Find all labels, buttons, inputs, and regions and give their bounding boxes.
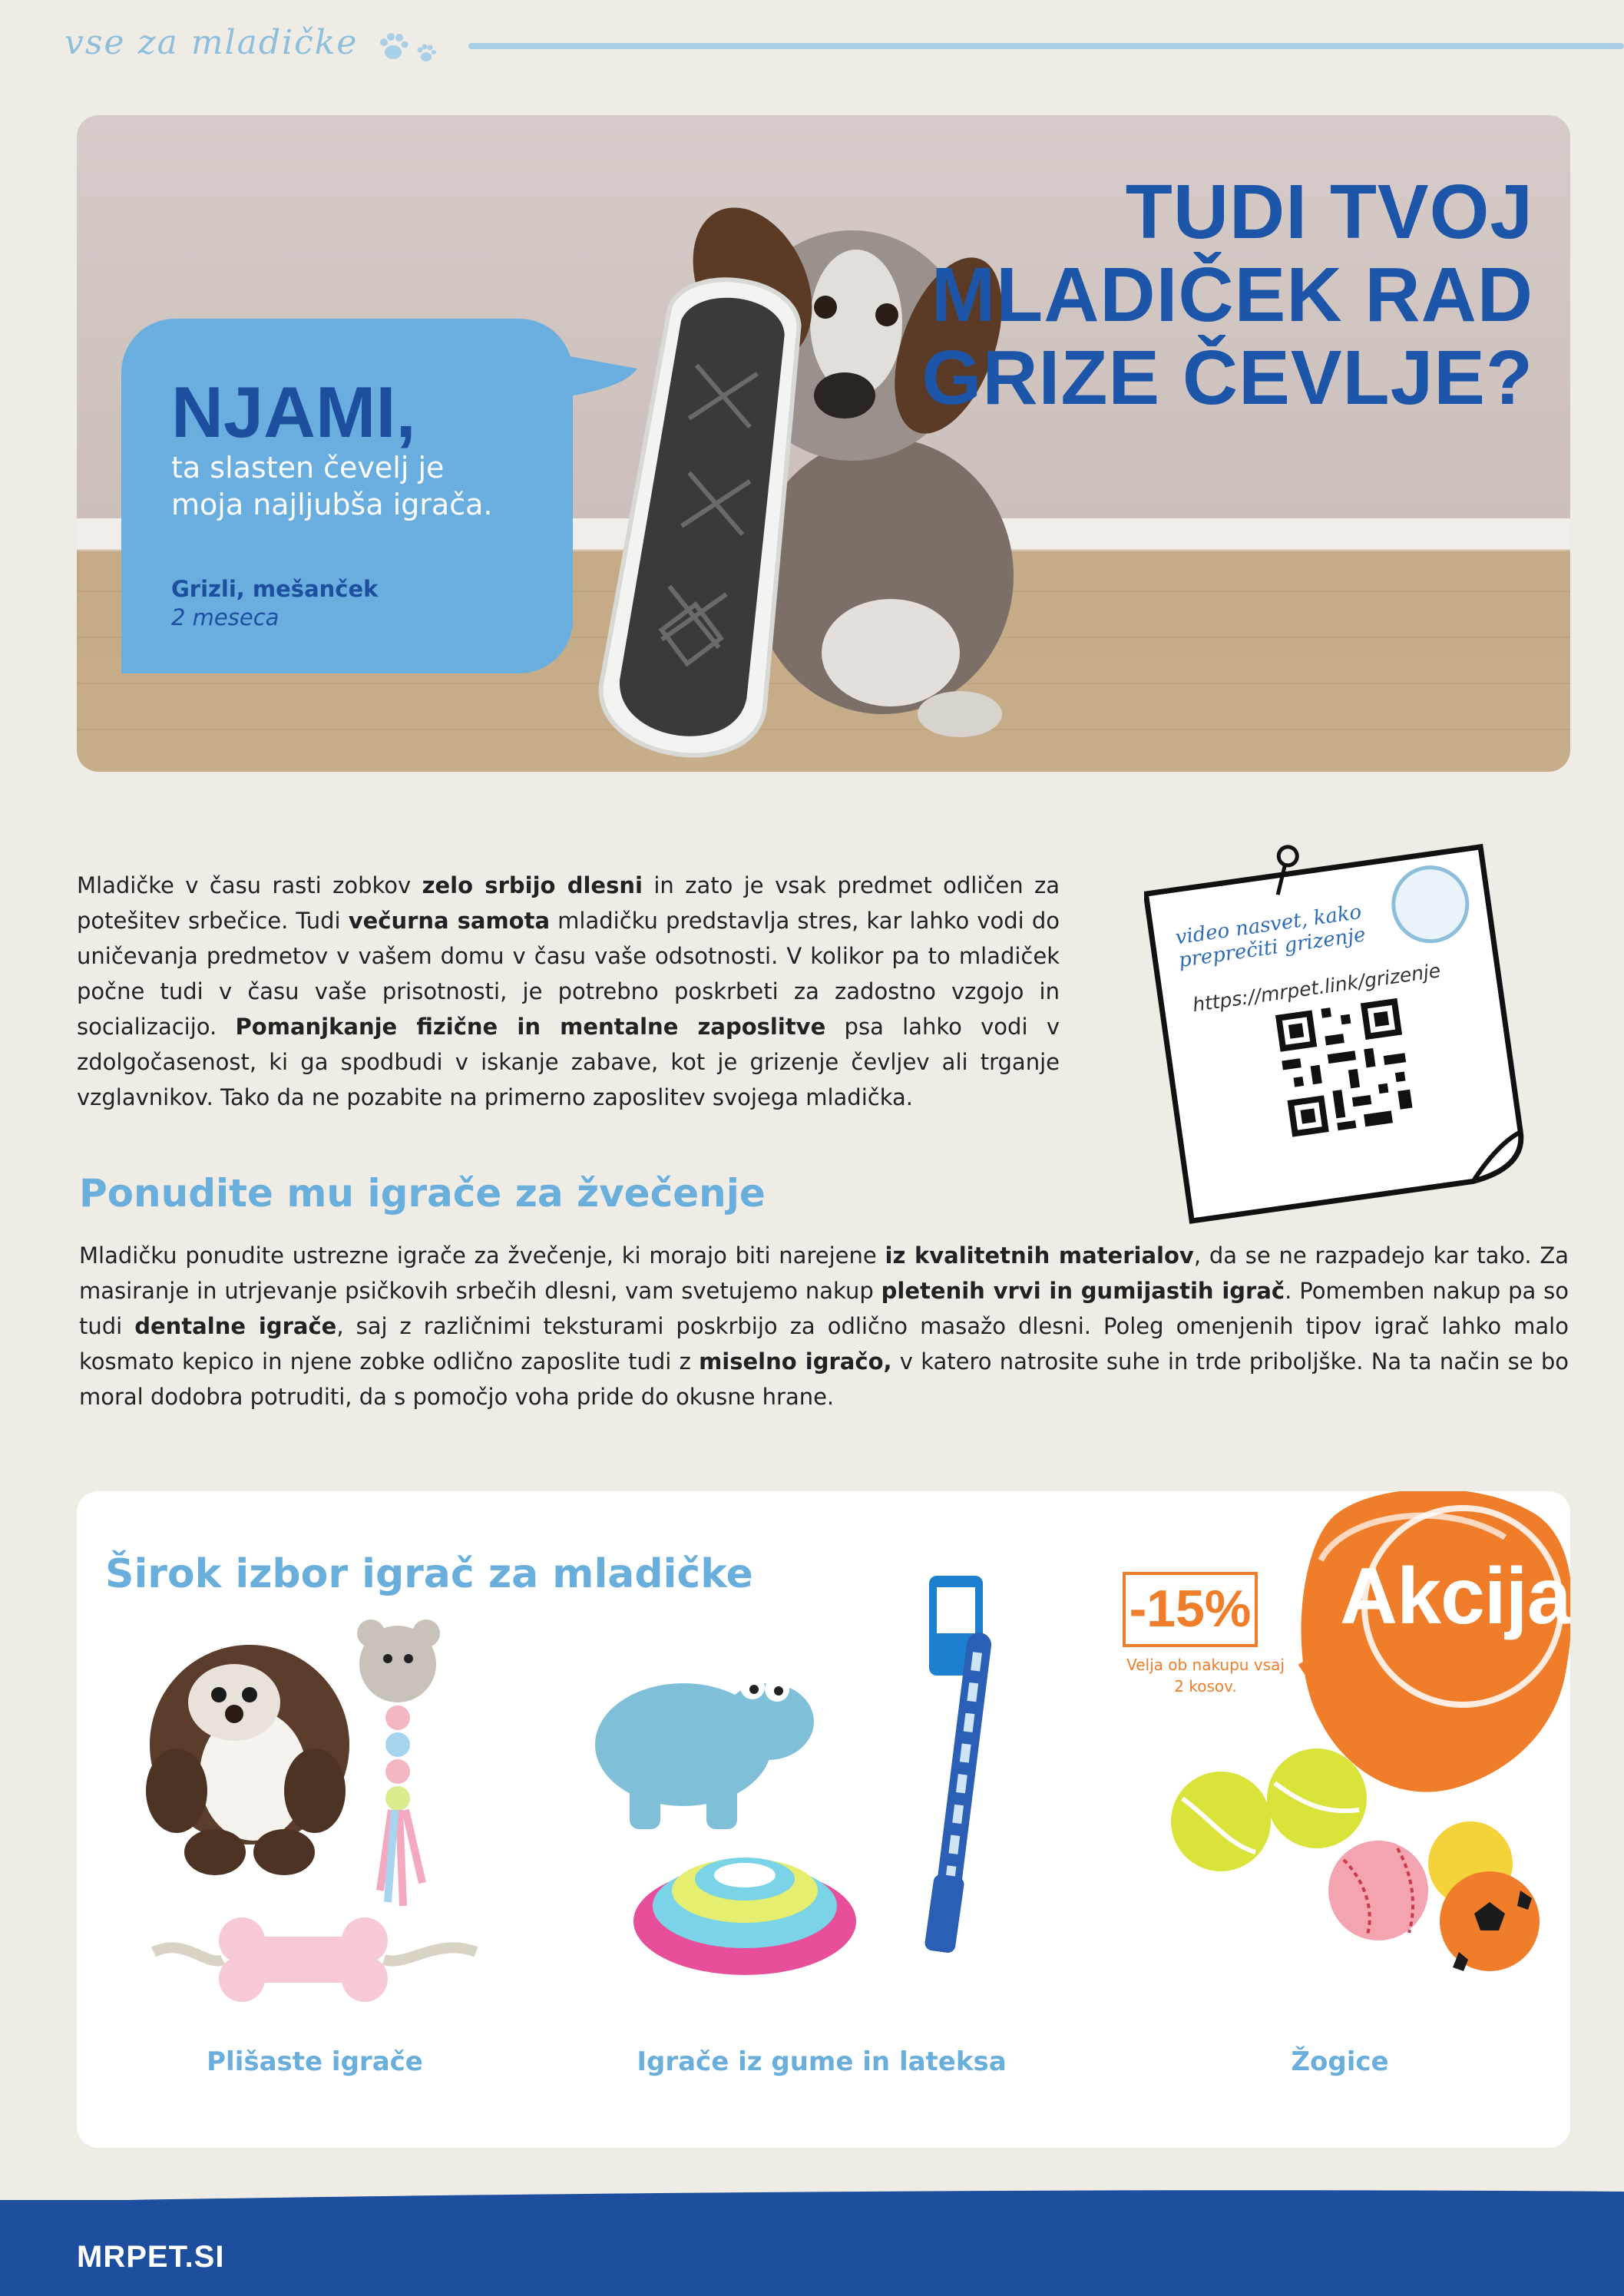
emphasis-text: dentalne igrače xyxy=(134,1313,337,1339)
body-text: psa lahko vodi v zdolgočasenost, ki ga spodbudi v iskanje zabave, kot je grizenje čevljev ali trganje vzglavnikov. Tako da ne pozabite na primerno zaposlitev svojega mladička. xyxy=(77,1014,1060,1110)
emphasis-text: miselno igračo, xyxy=(699,1348,892,1375)
dog-age: 2 meseca xyxy=(171,604,279,630)
hero-title xyxy=(922,170,1533,419)
intro-paragraph xyxy=(77,868,1060,1115)
emphasis-text: pletenih vrvi in gumijastih igrač xyxy=(881,1278,1285,1304)
emphasis-text: večurna samota xyxy=(348,908,551,934)
dog-name: Grizli, mešanček xyxy=(171,576,379,602)
emphasis-text: Pomanjkanje fizične in mentalne zaposlitve xyxy=(235,1014,826,1040)
bubble-quote: ta slasten čevelj je moja najljubša igrača. xyxy=(171,451,493,521)
body-text: mladičku predstavlja stres, kar lahko vodi do uničevanja predmetov v vašem domu v času vaše odsotnosti. V kolikor pa to mladiček počne tudi v času vaše prisotnosti, je potrebno poskrbeti za zadostno vzgojo in socializacijo. xyxy=(77,908,1060,1040)
speech-bubble xyxy=(121,319,573,673)
category-plush[interactable]: Plišaste igrače xyxy=(207,2046,423,2077)
qr-note-title: video nasvet, kako preprečiti grizenje xyxy=(1173,900,1368,973)
spiky-rubber-ring-image xyxy=(633,1858,856,1975)
bubble-heading: NJAMI, xyxy=(171,372,416,452)
body-text: , da se ne razpadejo kar tako. Za masiranje in utrjevanje psičkovih srbečih dlesni, vam svetujemo nakup xyxy=(79,1242,1569,1304)
site-logo[interactable]: MRPET.SI xyxy=(77,2240,225,2274)
section-heading: Ponudite mu igrače za žvečenje xyxy=(79,1171,766,1216)
plush-hedgehog-image xyxy=(146,1645,349,1875)
body-text: Mladičke v času rasti zobkov xyxy=(77,872,422,898)
hero-title-line-3: GRIZE ČEVLJE? xyxy=(921,335,1533,421)
body-text: v katero natrosite suhe in trde priboljške. Na ta način se bo moral dodobra potruditi, da s pomočjo voha pride do okusne hrane. xyxy=(79,1348,1569,1410)
discount-badge: -15% xyxy=(1123,1572,1258,1647)
category-rubber-latex[interactable]: Igrače iz gume in lateksa xyxy=(637,2046,1007,2077)
footer-bar xyxy=(0,2200,1624,2296)
discount-note: Velja ob nakupu vsaj 2 kosov. xyxy=(1126,1656,1285,1696)
header-divider xyxy=(468,43,1624,49)
body-text: Mladičku ponudite ustrezne igrače za žvečenje, ki morajo biti narejene xyxy=(79,1242,885,1269)
category-balls[interactable]: Žogice xyxy=(1291,2046,1389,2077)
section-tag: vse za mladičke xyxy=(64,23,359,62)
paw-icon xyxy=(376,29,453,68)
hero-banner xyxy=(77,115,1570,772)
body-text: . Pomemben nakup pa so tudi xyxy=(79,1278,1569,1339)
qr-note-text xyxy=(1136,823,1520,1220)
body-text: , saj z različnimi teksturami poskrbijo za odlično masažo dlesni. Poleg omenjenih tipov igrač lahko malo kosmato kepico in njene zobke odlično zaposlite tudi z xyxy=(79,1313,1569,1375)
emphasis-text: iz kvalitetnih materialov xyxy=(885,1242,1194,1269)
hero-title-line-2: MLADIČEK RAD xyxy=(931,252,1533,338)
body-text: in zato je vsak predmet odličen za potešitev srbečice. Tudi xyxy=(77,872,1060,934)
section-paragraph xyxy=(79,1238,1569,1414)
hero-title-line-1: TUDI TVOJ xyxy=(1125,169,1533,255)
products-heading: Širok izbor igrač za mladičke xyxy=(105,1551,753,1597)
emphasis-text: zelo srbijo dlesni xyxy=(422,872,643,898)
product-panel xyxy=(77,1491,1570,2148)
balls-image xyxy=(1171,1748,1540,1971)
qr-note-url[interactable]: https://mrpet.link/grizenje xyxy=(1191,959,1442,1017)
teddy-rope-toy-image xyxy=(357,1619,440,1906)
dental-toothbrush-toy-image xyxy=(924,1576,983,1954)
akcija-label: Akcija xyxy=(1340,1552,1570,1641)
rubber-hippo-image xyxy=(595,1675,814,1829)
pink-bone-toy-image xyxy=(154,1917,476,2002)
